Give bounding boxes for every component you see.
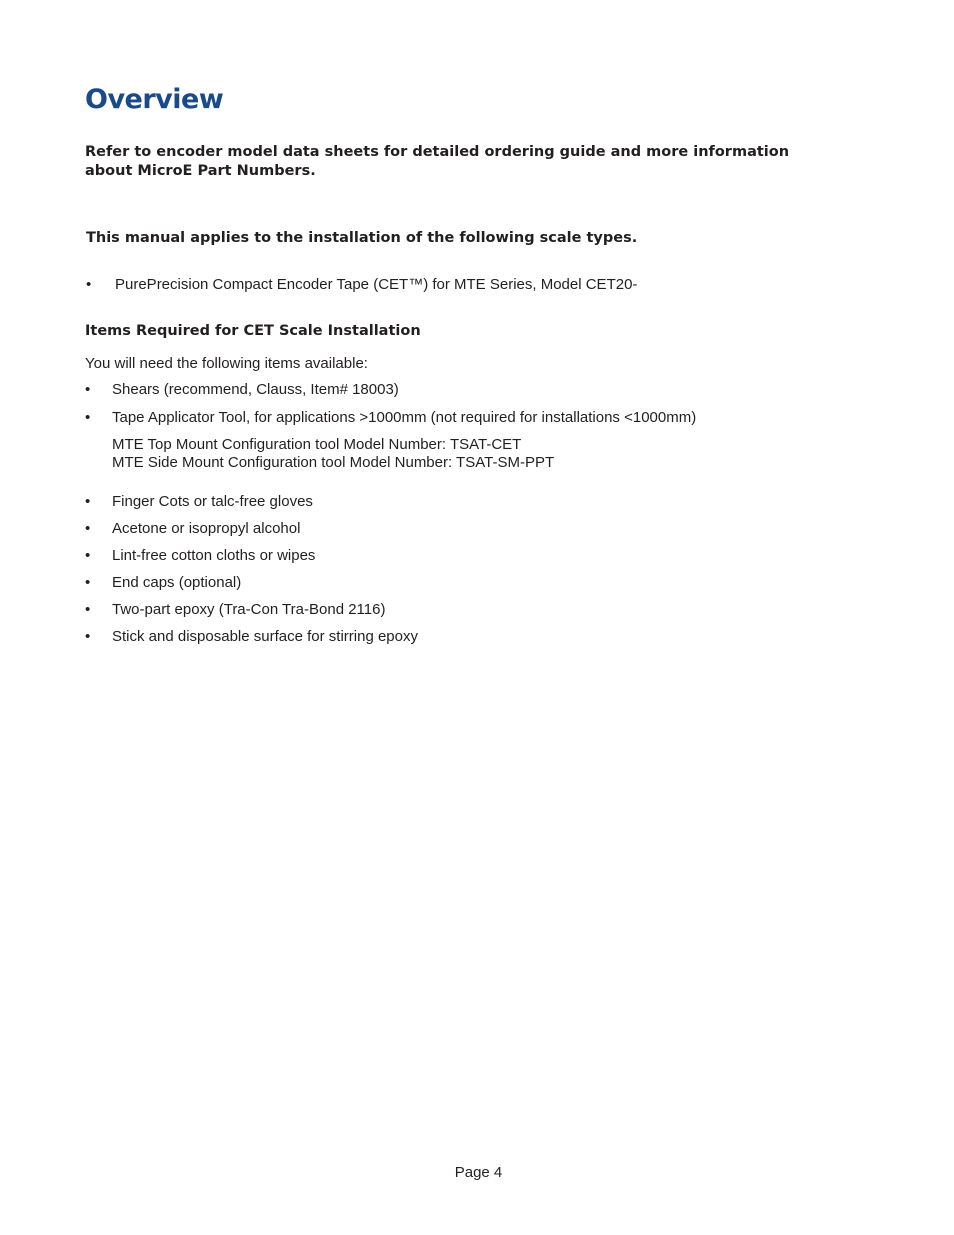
required-items-list-secondary bbox=[85, 492, 418, 654]
bullet-marker: • bbox=[86, 276, 92, 293]
item-text: Lint-free cotton cloths or wipes bbox=[112, 547, 316, 564]
list-item bbox=[85, 546, 418, 566]
list-item bbox=[85, 600, 418, 620]
bullet-marker: • bbox=[85, 601, 91, 618]
tool-line-top-mount: MTE Top Mount Configuration tool Model Number: TSAT-CET bbox=[112, 436, 522, 453]
items-lead-text: You will need the following items available: bbox=[85, 355, 368, 372]
list-item bbox=[85, 380, 696, 400]
list-item bbox=[85, 519, 418, 539]
list-item bbox=[85, 408, 696, 428]
item-text: End caps (optional) bbox=[112, 574, 242, 591]
bullet-marker: • bbox=[85, 493, 91, 510]
scale-type-list bbox=[86, 275, 637, 295]
items-section-heading: Items Required for CET Scale Installation bbox=[85, 323, 421, 339]
scale-type-text: PurePrecision Compact Encoder Tape (CET™) for MTE Series, Model CET20- bbox=[115, 276, 638, 293]
tool-line-side-mount: MTE Side Mount Configuration tool Model Number: TSAT-SM-PPT bbox=[112, 454, 555, 471]
item-text: Shears (recommend, Clauss, Item# 18003) bbox=[112, 381, 399, 398]
tool-model-lines bbox=[112, 436, 554, 472]
bullet-marker: • bbox=[85, 547, 91, 564]
list-item bbox=[85, 492, 418, 512]
list-item bbox=[85, 627, 418, 647]
bullet-marker: • bbox=[85, 409, 91, 426]
item-text: Two-part epoxy (Tra-Con Tra-Bond 2116) bbox=[112, 601, 386, 618]
bullet-marker: • bbox=[85, 520, 91, 537]
bullet-marker: • bbox=[85, 381, 91, 398]
list-item bbox=[85, 573, 418, 593]
item-text: Acetone or isopropyl alcohol bbox=[112, 520, 301, 537]
applies-statement: This manual applies to the installation of the following scale types. bbox=[86, 230, 638, 246]
bullet-marker: • bbox=[85, 628, 91, 645]
item-text: Stick and disposable surface for stirring epoxy bbox=[112, 628, 418, 645]
item-text: Finger Cots or talc-free gloves bbox=[112, 493, 313, 510]
page-title: Overview bbox=[85, 84, 224, 115]
bullet-marker: • bbox=[85, 574, 91, 591]
required-items-list-primary bbox=[85, 380, 696, 436]
page-number: Page 4 bbox=[454, 1164, 503, 1181]
item-text: Tape Applicator Tool, for applications >1000mm (not required for installations <1000mm) bbox=[112, 409, 697, 426]
intro-note: Refer to encoder model data sheets for detailed ordering guide and more information about MicroE Part Numbers. bbox=[85, 144, 790, 179]
list-item bbox=[86, 275, 637, 295]
